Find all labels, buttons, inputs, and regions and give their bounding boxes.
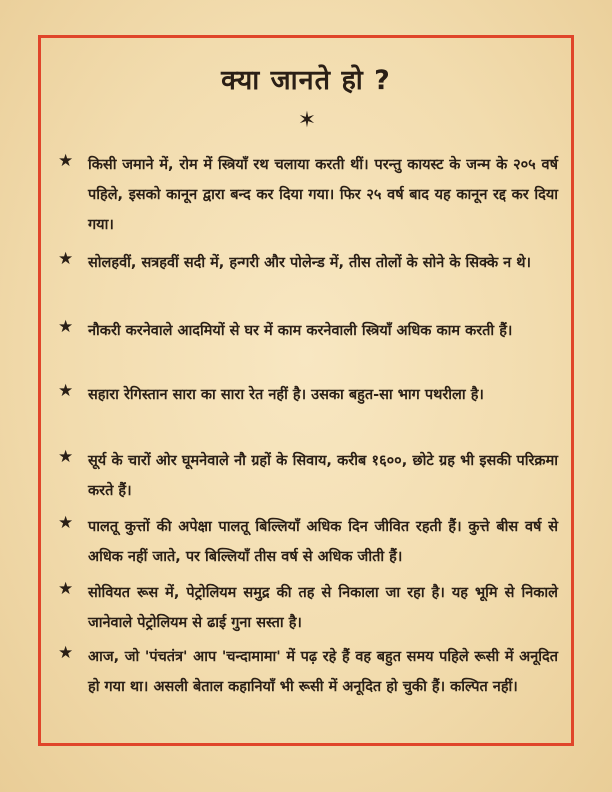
- star-ornament-icon: ✶: [297, 108, 317, 133]
- star-bullet-icon: ★: [58, 447, 74, 467]
- star-bullet-icon: ★: [58, 579, 74, 599]
- star-bullet-icon: ★: [58, 249, 74, 269]
- star-bullet-icon: ★: [58, 151, 74, 171]
- fact-text: आज, जो 'पंचतंत्र' आप 'चन्दामामा' में पढ़ रहे हैं वह बहुत समय पहिले रूसी में अनूदित हो गया था। असली बेताल कहानियाँ भी रूसी में अनूदित हो चुकी हैं। कल्पित नहीं।: [88, 649, 558, 695]
- fact-text: सोवियत रूस में, पेट्रोलियम समुद्र की तह से निकाला जा रहा है। यह भूमि से निकाले जानेवाले पेट्रोलियम से ढाई गुना सस्ता है।: [88, 585, 558, 631]
- star-bullet-icon: ★: [58, 643, 74, 663]
- fact-text: सहारा रेगिस्तान सारा का सारा रेत नहीं है। उसका बहुत-सा भाग पथरीला है।: [88, 387, 484, 403]
- fact-text: किसी जमाने में, रोम में स्त्रियाँ रथ चलाया करती थीं। परन्तु कायस्ट के जन्म के २०५ वर्ष पहिले, इसको कानून द्वारा बन्द कर दिया गया। फिर २५ वर्ष बाद यह कानून रद्द कर दिया गया।: [88, 157, 558, 233]
- star-bullet-icon: ★: [58, 317, 74, 337]
- fact-text: नौकरी करनेवाले आदमियों से घर में काम करनेवाली स्त्रियाँ अधिक काम करती हैं।: [88, 323, 513, 339]
- star-bullet-icon: ★: [58, 513, 74, 533]
- fact-text: सोलहवीं, सत्रहवीं सदी में, हन्गरी और पोलेन्ड में, तीस तोलों के सोने के सिक्के न थे।: [88, 255, 532, 271]
- fact-text: पालतू कुत्तों की अपेक्षा पालतू बिल्लियाँ अधिक दिन जीवित रहती हैं। कुत्ते बीस वर्ष से अधिक नहीं जाते, पर बिल्लियाँ तीस वर्ष से अधिक जीती हैं।: [88, 519, 558, 565]
- fact-text: सूर्य के चारों ओर घूमनेवाले नौ ग्रहों के सिवाय, करीब १६००, छोटे ग्रह भी इसकी परिक्रमा करते हैं।: [88, 453, 558, 499]
- page-title: क्या जानते हो ?: [221, 65, 391, 96]
- star-bullet-icon: ★: [58, 381, 74, 401]
